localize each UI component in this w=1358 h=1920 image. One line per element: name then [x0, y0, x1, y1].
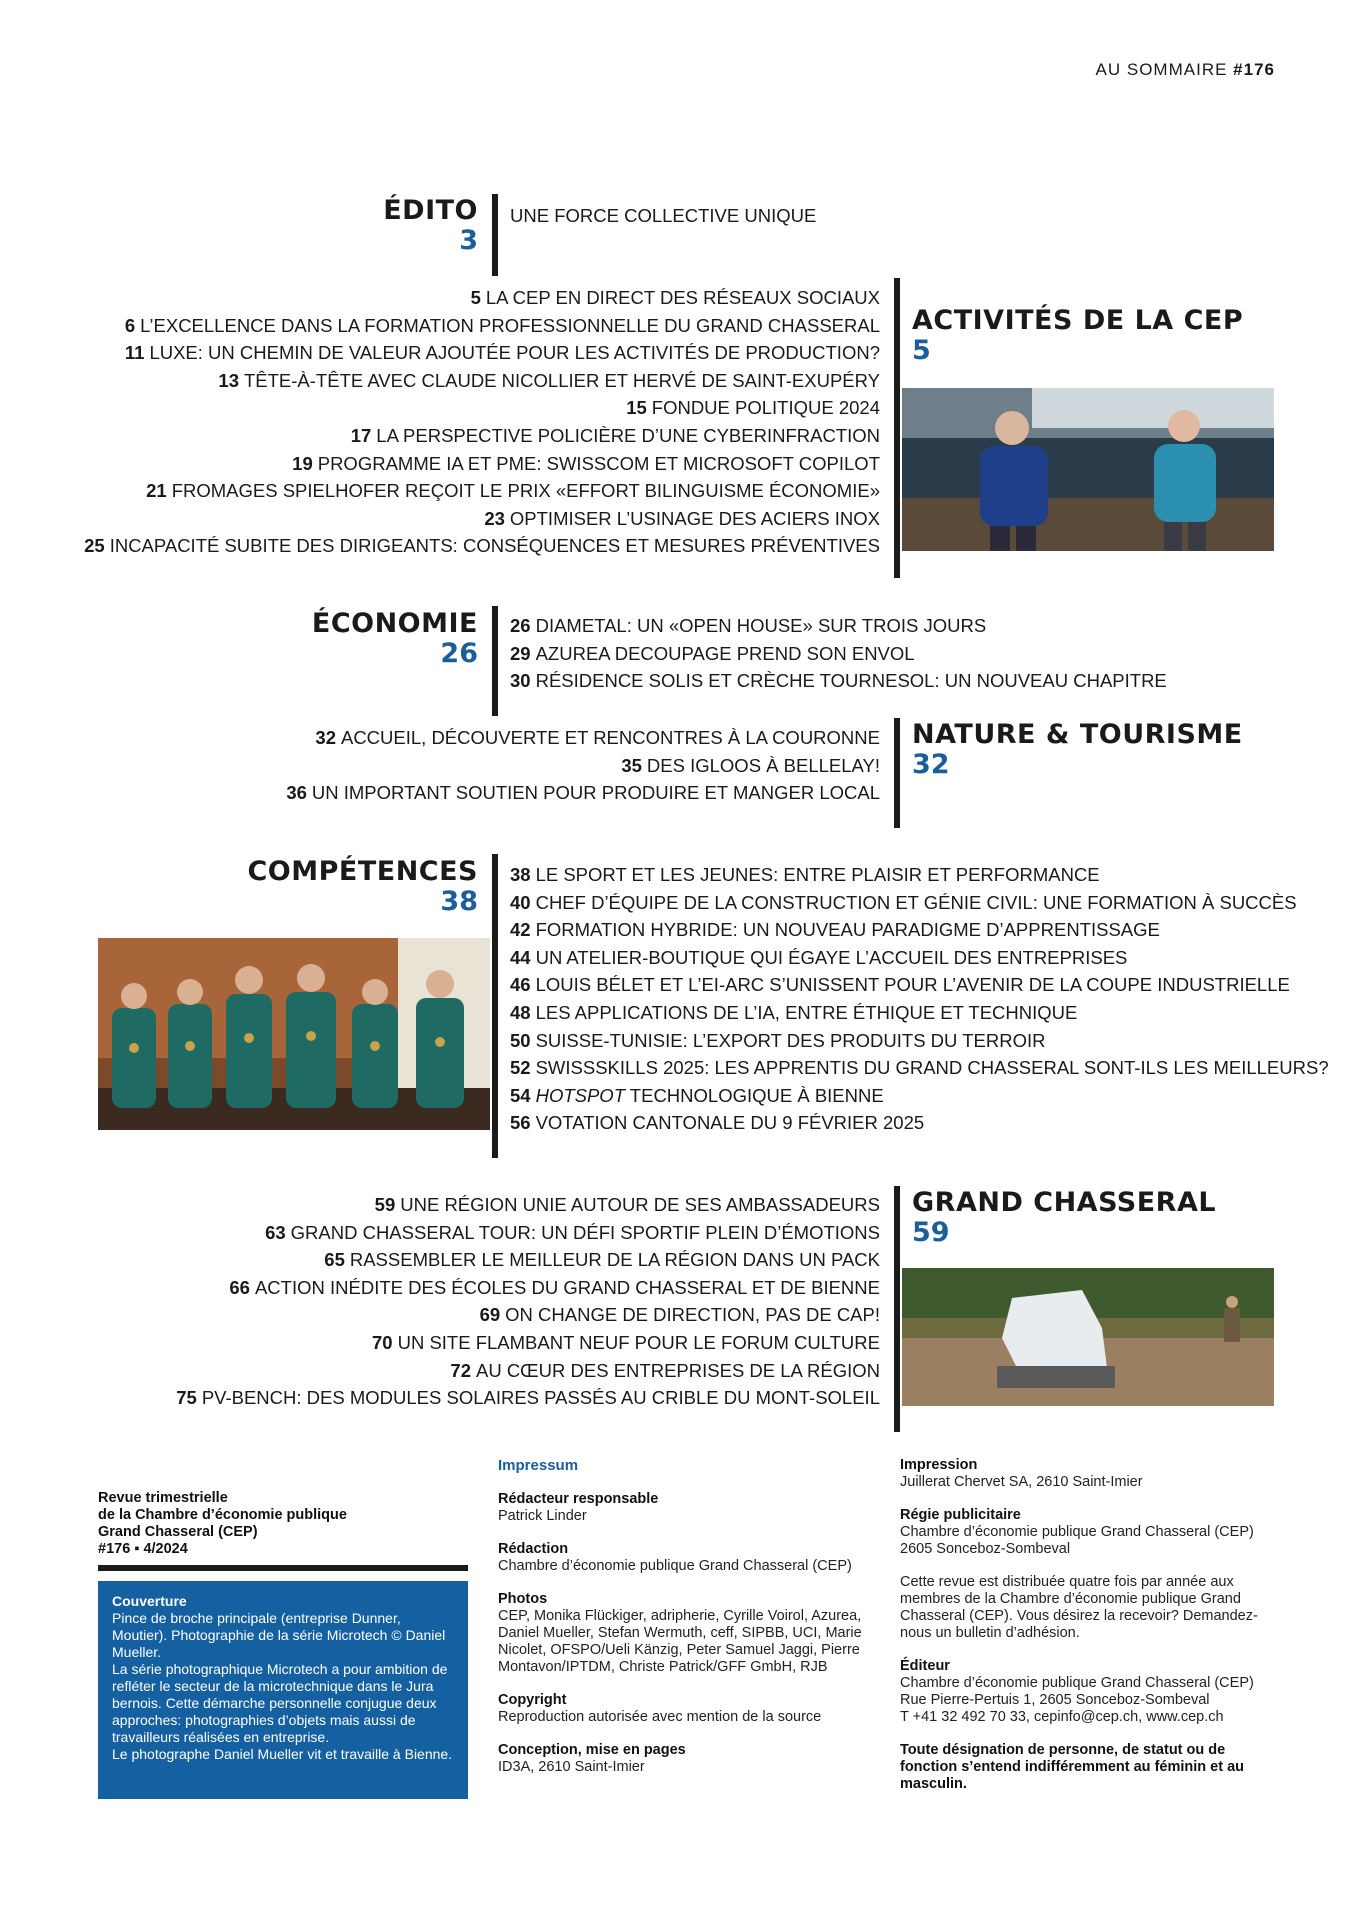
item-text: DES IGLOOS À BELLELAY!: [646, 754, 880, 776]
chasseral-photo: [902, 1268, 1274, 1406]
item-page-number: 13: [218, 369, 239, 391]
item-page-number: 69: [479, 1304, 501, 1326]
masthead-line3: Grand Chasseral (CEP): [98, 1524, 258, 1540]
item-text: GRAND CHASSERAL TOUR: UN DÉFI SPORTIF PLEIN D’ÉMOTIONS: [290, 1221, 880, 1243]
editeur-value-2: Rue Pierre-Pertuis 1, 2605 Sonceboz-Sombeval: [900, 1692, 1210, 1708]
regie-value-1: Chambre d’économie publique Grand Chasseral (CEP): [900, 1524, 1254, 1540]
economie-page: 26: [440, 638, 478, 669]
list-item[interactable]: [510, 667, 1167, 695]
list-item[interactable]: [286, 779, 880, 807]
item-page-number: 48: [510, 1001, 531, 1023]
item-page-number: 66: [229, 1276, 250, 1298]
item-page-number: 17: [350, 424, 372, 446]
competences-page: 38: [440, 886, 478, 917]
distribution-text: Cette revue est distribuée quatre fois par année aux membres de la Chambre d’économie publique Grand Chasseral (CEP). Vous désirez la recevoir? Demandez-nous un bulletin d’adhésion.: [900, 1574, 1258, 1641]
item-text: UN SITE FLAMBANT NEUF POUR LE FORUM CULTURE: [397, 1331, 880, 1353]
item-page-number: 72: [450, 1359, 471, 1381]
editeur-value-3[interactable]: T +41 32 492 70 33, cepinfo@cep.ch, www.cep.ch: [900, 1709, 1224, 1725]
copyright-heading: Copyright: [498, 1692, 567, 1708]
item-page-number: 59: [374, 1194, 396, 1215]
item-text: OPTIMISER L’USINAGE DES ACIERS INOX: [509, 507, 880, 529]
competences-list: [510, 861, 1329, 1137]
cover-heading: Couverture: [112, 1593, 187, 1609]
list-item[interactable]: [84, 422, 880, 450]
item-page-number: 40: [510, 891, 531, 913]
list-item[interactable]: [510, 612, 1167, 640]
edito-page: 3: [459, 225, 478, 256]
list-item[interactable]: [84, 312, 880, 340]
activites-photo: [902, 388, 1274, 551]
list-item[interactable]: [510, 889, 1329, 917]
item-text: VOTATION CANTONALE DU 9 FÉVRIER 2025: [535, 1112, 925, 1134]
list-item[interactable]: [510, 1054, 1329, 1082]
impressum: [498, 1457, 878, 1792]
item-page-number: 38: [510, 864, 531, 885]
item-text: DIAMETAL: UN «OPEN HOUSE» SUR TROIS JOURS: [535, 615, 987, 636]
edito-heading: [383, 196, 478, 256]
item-page-number: 50: [510, 1029, 531, 1051]
item-text: LA PERSPECTIVE POLICIÈRE D’UNE CYBERINFRACTION: [376, 424, 880, 446]
edito-divider: [492, 194, 498, 276]
cover-text-2: La série photographique Microtech a pour ambition de refléter le secteur de la microtechnique dans le Jura bernois. Cette démarche personnelle conjugue deux approches: photographies d’objets mais aussi de travailleurs réalisées en entreprise.: [112, 1661, 448, 1745]
chasseral-page: 59: [912, 1217, 950, 1248]
list-item[interactable]: [84, 339, 880, 367]
masthead-line1: Revue trimestrielle: [98, 1490, 228, 1506]
editeur-value-1: Chambre d’économie publique Grand Chasseral (CEP): [900, 1675, 1254, 1691]
cover-text-3: Le photographe Daniel Mueller vit et travaille à Bienne.: [112, 1746, 453, 1762]
list-item[interactable]: [286, 752, 880, 780]
gender-note: Toute désignation de personne, de statut ou de fonction s’entend indifféremment au féminin et au masculin.: [900, 1742, 1244, 1792]
list-item[interactable]: [176, 1274, 880, 1302]
list-item[interactable]: [510, 916, 1329, 944]
list-item[interactable]: [84, 284, 880, 312]
nature-divider: [894, 718, 900, 828]
economie-heading: [312, 609, 478, 669]
item-text: ACCUEIL, DÉCOUVERTE ET RENCONTRES À LA COURONNE: [340, 727, 880, 748]
activites-list: [84, 284, 880, 560]
nature-title: NATURE & TOURISME: [912, 719, 1243, 750]
list-item[interactable]: [176, 1384, 880, 1412]
regie-heading: Régie publicitaire: [900, 1507, 1021, 1523]
item-text: FONDUE POLITIQUE 2024: [651, 397, 880, 419]
list-item[interactable]: [510, 1109, 1329, 1137]
item-text: LA CEP EN DIRECT DES RÉSEAUX SOCIAUX: [485, 287, 880, 308]
list-item[interactable]: [84, 450, 880, 478]
list-item[interactable]: [510, 861, 1329, 889]
item-page-number: 65: [324, 1249, 345, 1271]
list-item[interactable]: [510, 944, 1329, 972]
list-item[interactable]: [84, 505, 880, 533]
competences-title: COMPÉTENCES: [247, 856, 478, 887]
item-text: ACTION INÉDITE DES ÉCOLES DU GRAND CHASSERAL ET DE BIENNE: [254, 1276, 880, 1298]
chasseral-divider: [894, 1186, 900, 1432]
list-item[interactable]: [84, 394, 880, 422]
activites-page: 5: [912, 335, 931, 366]
item-text: PROGRAMME IA ET PME: SWISSCOM ET MICROSOFT COPILOT: [317, 452, 880, 474]
item-page-number: 70: [372, 1331, 393, 1353]
conception-heading: Conception, mise en pages: [498, 1742, 686, 1758]
item-page-number: 46: [510, 974, 531, 996]
impressum-title: Impressum: [498, 1457, 579, 1474]
item-page-number: 36: [286, 782, 307, 804]
nature-page: 32: [912, 749, 950, 780]
item-text: LES APPLICATIONS DE L’IA, ENTRE ÉTHIQUE ET TECHNIQUE: [535, 1001, 1078, 1023]
photos-value: CEP, Monika Flückiger, adripherie, Cyrille Voirol, Azurea, Daniel Mueller, Stefan Wermuth, ceff, SIPBB, UCI, Marie Nicolet, OFSPO/Ueli Känzig, Peter Samuel Jaggi, Pierre Montavon/IPTDM, Christe Patrick/GFF GmbH, RJB: [498, 1608, 862, 1675]
item-text: TÊTE-À-TÊTE AVEC CLAUDE NICOLLIER ET HERVÉ DE SAINT-EXUPÉRY: [243, 369, 880, 391]
list-item[interactable]: [176, 1191, 880, 1219]
competences-heading: [247, 857, 478, 917]
impression-heading: Impression: [900, 1457, 978, 1473]
item-text: UN IMPORTANT SOUTIEN POUR PRODUIRE ET MANGER LOCAL: [311, 782, 880, 804]
item-text: LE SPORT ET LES JEUNES: ENTRE PLAISIR ET PERFORMANCE: [535, 864, 1100, 885]
list-item[interactable]: [176, 1301, 880, 1329]
item-text: UN ATELIER-BOUTIQUE QUI ÉGAYE L’ACCUEIL DES ENTREPRISES: [535, 946, 1128, 968]
item-text: FORMATION HYBRIDE: UN NOUVEAU PARADIGME D’APPRENTISSAGE: [535, 919, 1160, 941]
regie-value-2: 2605 Sonceboz-Sombeval: [900, 1541, 1071, 1557]
list-item[interactable]: [84, 367, 880, 395]
item-page-number: 52: [510, 1057, 531, 1079]
item-text: HOTSPOT TECHNOLOGIQUE À BIENNE: [535, 1084, 884, 1106]
item-text: RÉSIDENCE SOLIS ET CRÈCHE TOURNESOL: UN NOUVEAU CHAPITRE: [535, 670, 1167, 692]
list-item[interactable]: [510, 971, 1329, 999]
activites-title: ACTIVITÉS DE LA CEP: [912, 305, 1244, 336]
item-page-number: 15: [626, 397, 647, 419]
redacteur-value: Patrick Linder: [498, 1508, 587, 1524]
colophon: [900, 1457, 1280, 1809]
copyright-value: Reproduction autorisée avec mention de la source: [498, 1709, 822, 1725]
item-text: UNE RÉGION UNIE AUTOUR DE SES AMBASSADEURS: [400, 1194, 880, 1215]
item-page-number: 75: [176, 1387, 197, 1409]
nature-list: [286, 724, 880, 807]
page-header: [1096, 60, 1275, 80]
list-item[interactable]: [510, 202, 816, 230]
activites-heading: [912, 306, 1243, 366]
edito-title: ÉDITO: [383, 195, 478, 226]
item-page-number: 26: [510, 615, 531, 636]
item-page-number: 35: [621, 754, 642, 776]
item-page-number: 23: [484, 507, 505, 529]
editeur-heading: Éditeur: [900, 1658, 950, 1674]
item-page-number: 29: [510, 642, 531, 664]
redaction-value: Chambre d’économie publique Grand Chasseral (CEP): [498, 1558, 852, 1574]
photos-heading: Photos: [498, 1591, 548, 1607]
nature-heading: [912, 720, 1243, 780]
item-text: FROMAGES SPIELHOFER REÇOIT LE PRIX «EFFORT BILINGUISME ÉCONOMIE»: [171, 480, 880, 502]
item-page-number: 25: [84, 535, 105, 557]
item-page-number: 44: [510, 946, 531, 968]
item-text: AZUREA DECOUPAGE PREND SON ENVOL: [535, 642, 915, 664]
list-item[interactable]: [510, 640, 1167, 668]
competences-divider: [492, 854, 498, 1158]
masthead: [98, 1490, 468, 1558]
list-item[interactable]: [176, 1357, 880, 1385]
item-text: UNE FORCE COLLECTIVE UNIQUE: [510, 205, 817, 226]
header-label: AU SOMMAIRE: [1095, 60, 1228, 79]
impression-value: Juillerat Chervet SA, 2610 Saint-Imier: [900, 1474, 1143, 1490]
list-item[interactable]: [510, 1082, 1329, 1110]
economie-title: ÉCONOMIE: [311, 608, 478, 639]
list-item[interactable]: [176, 1219, 880, 1247]
item-text: SWISSSKILLS 2025: LES APPRENTIS DU GRAND CHASSERAL SONT-ILS LES MEILLEURS?: [535, 1057, 1329, 1079]
activites-divider: [894, 278, 900, 578]
redaction-heading: Rédaction: [498, 1541, 569, 1557]
conception-value: ID3A, 2610 Saint-Imier: [498, 1759, 645, 1775]
list-item[interactable]: [510, 999, 1329, 1027]
cover-text-1: Pince de broche principale (entreprise Dunner, Moutier). Photographie de la série Microtech © Daniel Mueller.: [112, 1610, 446, 1660]
item-text: LOUIS BÉLET ET L’EI-ARC S’UNISSENT POUR L’AVENIR DE LA COUPE INDUSTRIELLE: [535, 974, 1290, 996]
item-text: SUISSE-TUNISIE: L’EXPORT DES PRODUITS DU TERROIR: [535, 1029, 1046, 1051]
item-text: RASSEMBLER LE MEILLEUR DE LA RÉGION DANS UN PACK: [349, 1249, 880, 1271]
chasseral-list: [176, 1191, 880, 1412]
redacteur-heading: Rédacteur responsable: [498, 1491, 659, 1507]
economie-list: [510, 612, 1167, 695]
masthead-line2: de la Chambre d’économie publique: [98, 1507, 347, 1523]
item-text: L’EXCELLENCE DANS LA FORMATION PROFESSIONNELLE DU GRAND CHASSERAL: [140, 314, 880, 336]
list-item[interactable]: [286, 724, 880, 752]
competences-photo: [98, 938, 490, 1130]
item-page-number: 5: [470, 287, 481, 308]
item-page-number: 42: [510, 919, 531, 941]
list-item[interactable]: [510, 1027, 1329, 1055]
item-page-number: 54: [510, 1084, 531, 1106]
item-page-number: 11: [124, 342, 145, 364]
item-text: LUXE: UN CHEMIN DE VALEUR AJOUTÉE POUR LES ACTIVITÉS DE PRODUCTION?: [149, 342, 880, 364]
item-page-number: 56: [510, 1112, 531, 1134]
item-page-number: 63: [265, 1221, 286, 1243]
item-text: CHEF D’ÉQUIPE DE LA CONSTRUCTION ET GÉNIE CIVIL: UNE FORMATION À SUCCÈS: [535, 891, 1297, 913]
list-item[interactable]: [176, 1246, 880, 1274]
item-page-number: 6: [124, 314, 136, 336]
item-page-number: 30: [510, 670, 531, 692]
header-issue: #176: [1233, 60, 1275, 79]
cover-box: [98, 1581, 468, 1799]
list-item[interactable]: [84, 532, 880, 560]
item-text: INCAPACITÉ SUBITE DES DIRIGEANTS: CONSÉQUENCES ET MESURES PRÉVENTIVES: [109, 535, 880, 557]
list-item[interactable]: [176, 1329, 880, 1357]
masthead-line4: #176 ▪ 4/2024: [98, 1541, 188, 1557]
item-page-number: 32: [315, 727, 336, 748]
item-text: ON CHANGE DE DIRECTION, PAS DE CAP!: [505, 1304, 880, 1326]
chasseral-heading: [912, 1188, 1216, 1248]
edito-list: [510, 202, 816, 230]
list-item[interactable]: [84, 477, 880, 505]
item-text: AU CŒUR DES ENTREPRISES DE LA RÉGION: [475, 1359, 880, 1381]
item-text: PV-BENCH: DES MODULES SOLAIRES PASSÉS AU CRIBLE DU MONT-SOLEIL: [201, 1387, 880, 1409]
item-page-number: 21: [146, 480, 167, 502]
masthead-rule: [98, 1565, 468, 1571]
chasseral-title: GRAND CHASSERAL: [912, 1187, 1217, 1218]
economie-divider: [492, 606, 498, 716]
item-page-number: 19: [292, 452, 313, 474]
